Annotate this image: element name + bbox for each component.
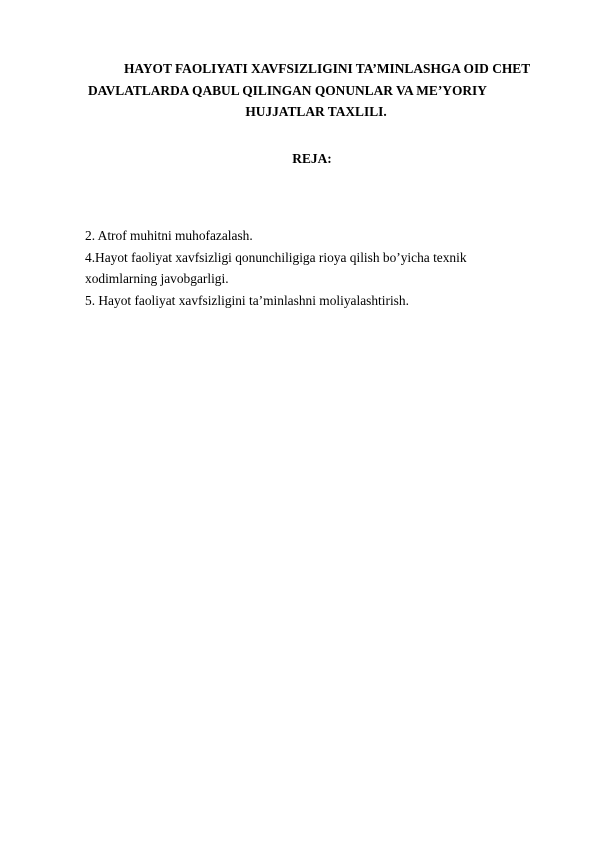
title-line-1: HAYOT FAOLIYATI XAVFSIZLIGINI TA’MINLASHGA OID CHET — [124, 61, 531, 76]
title-line-3: HUJJATLAR TAXLILI. — [245, 104, 387, 119]
document-title — [80, 58, 530, 123]
plan-item-4-line-2: xodimlarning javobgarligi. — [85, 271, 229, 286]
plan-item-2: 2. Atrof muhitni muhofazalash. — [85, 228, 253, 243]
plan-list — [85, 225, 525, 311]
plan-item-5: 5. Hayot faoliyat xavfsizligini ta’minlashni moliyalashtirish. — [85, 292, 409, 308]
plan-heading: REJA: — [292, 151, 332, 166]
title-line-2: DAVLATLARDA QABUL QILINGAN QONUNLAR VA ME’YORIY — [88, 82, 487, 98]
plan-item-4-line-1: 4.Hayot faoliyat xavfsizligi qonunchiligiga rioya qilish bo’yicha texnik — [85, 249, 467, 265]
